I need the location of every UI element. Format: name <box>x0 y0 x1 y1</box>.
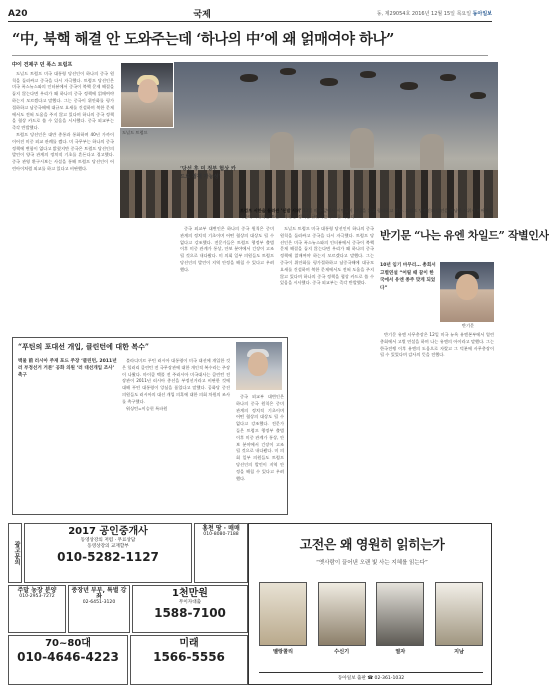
book-ad[interactable] <box>248 523 492 685</box>
lead-body-continued: 트럼프 당선인은 대만 총통과 통화하며 40년 가까이 이어진 미중 외교 관례를 깼다. 미 국무부는 하나의 중국 정책에 변함이 없다고 밝혔지만 중국은 트럼프 당선인의 발언이 양국 관계의 정치적 기초를 흔든다고 경고했다. 중국 관영 환구시보는 사설을 통해 트럼프 당선인이 어린아이처럼 외교를 하고 있다고 비판했다. <box>12 131 114 171</box>
book-cover <box>318 582 366 646</box>
ad-couple-lecture[interactable] <box>68 585 130 633</box>
caption-title: 트럼프 서한을 둘러싼 ‘신발 시위’ <box>240 208 302 213</box>
face-shape <box>138 79 158 103</box>
page-number: A20 <box>8 8 28 19</box>
protester-figure <box>270 132 294 172</box>
ad-lecture-phone: 02-6451-3120 <box>82 600 116 605</box>
shoe-shape <box>440 74 456 81</box>
mcfaul-photo <box>236 342 282 390</box>
main-photo-caption <box>240 208 498 219</box>
caption-body: 13일 미국 앞에서 시민들이 신발을 들고 항의하고 있다. 트럼프 당선인의 발언을 겨냥한 시위가 이어지는 가운데 시위대는 트럼프의 중동 정책을 규탄하는 구호를 외쳤다. <box>240 208 493 219</box>
main-headline: “中, 북핵 해결 안 도와주는데 ‘하나의 中’에 왜 얽매여야 하나” <box>12 31 394 48</box>
shoe-shape <box>240 74 258 82</box>
lead-article <box>12 62 114 330</box>
ad-land-title: 홍천 땅 · 매매 <box>202 525 240 532</box>
book-covers <box>259 582 483 646</box>
book-ad-subtitle: “옛사람이 끌어낸 오랜 빛 사는 지혜를 읽는다” <box>316 560 428 566</box>
dateline: 동, 제29054호 2016년 12월 15일 목요일 동아일보 <box>376 11 492 17</box>
book-label: 지남 <box>453 649 464 655</box>
shoe-shape <box>320 78 338 86</box>
ad-farm-phone: 010-2953-7272 <box>19 594 55 599</box>
ad-senior-phone: 010-4646-4223 <box>17 650 119 664</box>
pull-quote: ‘당선 후 미 정부 협상 카드로 정책 가능성’ <box>180 166 236 180</box>
ad-lecture-title: 중장년 부부, 특별 강좌 <box>71 587 127 600</box>
ad-land-sale[interactable] <box>194 523 248 583</box>
second-column-body: 도널드 트럼프 미국 대통령 당선인이 하나의 중국 원칙을 둘러싸고 중국을 다시 자극했다. 트럼프 당선인은 미국 폭스뉴스와의 인터뷰에서 중국이 북핵 문제 해결을 돕지 않는다면 우리가 왜 하나의 중국 정책에 얽매여야 하는지 모르겠다고 말했다. 그는 중국이 위안화를 평가절하하고 남중국해에 대규모 요새를 건설하며 북한 문제에서도 전혀 도움을 주지 않고 있다며 하나의 중국 정책을 협상 카드로 쓸 수 있음을 시사했다. 중국 외교부는 즉각 반발했다. <box>280 226 374 286</box>
face-shape <box>456 274 478 300</box>
section-name: 국제 <box>193 10 211 20</box>
putin-body-continued: 중국 외교부 대변인은 하나의 중국 원칙은 중미 관계의 정치적 기초이며 어떤 협상의 대상도 될 수 없다고 강조했다. 전문가들은 트럼프 행정부 출범 이후 미중 관계가 통상, 안보 분야에서 긴장이 고조될 것으로 내다봤다. 미 의회 일부 의원들도 트럼프 당선인의 발언이 지역 안정을 해칠 수 있다고 우려했다. <box>236 394 284 481</box>
ad-mirae[interactable] <box>130 635 248 685</box>
ad-senior-title: 70~80대 <box>45 638 91 649</box>
putin-article-continued <box>236 394 284 508</box>
book-label: 멜랑콜리 <box>272 649 294 655</box>
book-cover <box>259 582 307 646</box>
ad-weekend-farm[interactable] <box>8 585 66 633</box>
putin-subheadline: 백물 前 러시아 주재 포드 주장 ‘클린턴, 2011년 러 부정선거 거론’ 공화 의원 ‘러 대선개입 조사’ 촉구 <box>18 359 117 378</box>
book-label: 수신기 <box>334 649 350 655</box>
book-cover <box>435 582 483 646</box>
ad-realtor-title: 2017 공인중개사 <box>68 526 148 537</box>
ad-realtor-phone: 010-5282-1127 <box>57 550 159 564</box>
ad-loan-title: 1천만원 <box>172 588 208 599</box>
trump-photo-caption: 도널드 트럼프 <box>122 130 148 135</box>
page-header <box>8 6 492 22</box>
putin-body: 블라디미르 푸틴 러시아 대통령이 미국 대선에 개입한 것은 힐러리 클린턴 전 국무장관에 대한 개인적 복수라는 주장이 나왔다. 마이클 맥폴 전 주러시아 미국대사는 클린턴 전 장관이 2011년 러시아 총선을 부정선거라고 비판한 것에 대해 푸틴 대통령이 앙심을 품었다고 말했다. 공화당 중진 의원들도 러시아의 대선 개입 의혹에 대한 의회 차원의 조사를 촉구했다. <box>122 358 230 404</box>
ad-senior[interactable] <box>8 635 128 685</box>
ad-inquiry-label: 광고문의 <box>8 523 22 583</box>
ad-realtor-course[interactable] <box>24 523 192 583</box>
trump-photo <box>120 62 174 128</box>
ban-photo <box>440 262 494 322</box>
book-labels <box>259 648 483 655</box>
protester-figure <box>420 134 444 174</box>
book-ad-title: 고전은 왜 영원히 읽히는가 <box>299 538 445 553</box>
ban-article <box>380 332 494 516</box>
third-article <box>180 226 274 330</box>
ad-loan[interactable] <box>132 585 248 633</box>
putin-byline: 워싱턴=이승헌 특파원 <box>126 405 168 411</box>
second-column <box>280 226 374 330</box>
third-body: 중국 외교부 대변인은 하나의 중국 원칙은 중미 관계의 정치적 기초이며 어떤 협상의 대상도 될 수 없다고 강조했다. 전문가들은 트럼프 행정부 출범 이후 미중 관계가 통상, 안보 분야에서 긴장이 고조될 것으로 내다봤다. 미 의회 일부 의원들도 트럼프 당선인의 발언이 지역 안정을 해칠 수 있다고 우려했다. <box>180 226 274 272</box>
shoe-shape <box>470 92 486 99</box>
book-ad-footer: 동아일보 출판 ☎ 02-361-1032 <box>259 672 483 681</box>
putin-headline: “푸틴의 포대선 개입, 클린턴에 대한 복수” <box>18 342 149 351</box>
shoe-shape <box>280 68 296 75</box>
book-cover <box>376 582 424 646</box>
masthead: 동아일보 <box>472 11 492 17</box>
ban-subheadline: 10년 임기 마무리… 총회서 고별연설 “어릴 때 꿈이 한국에서 유엔 종주 맞게 되었다” <box>380 263 436 291</box>
ad-mirae-phone: 1566-5556 <box>153 650 225 664</box>
shoe-shape <box>400 82 418 90</box>
protester-figure <box>350 128 374 168</box>
ad-land-phone: 010-8080-7188 <box>203 532 239 537</box>
ban-headline: 반기문 “나는 유엔 차일드” 작별인사 <box>380 229 549 242</box>
main-photo <box>120 62 498 218</box>
face-shape <box>248 352 268 376</box>
shoe-shape <box>360 71 376 78</box>
ad-loan-phone: 1588-7100 <box>154 606 226 620</box>
book-label: 열자 <box>395 649 406 655</box>
ban-photo-caption: 반기문 <box>461 323 475 328</box>
ad-farm-title: 주말 농장 분양 <box>17 587 57 594</box>
ad-realtor-line: 동영상강의 교재할부 <box>87 544 129 549</box>
ad-mirae-title: 미래 <box>179 638 199 649</box>
ban-body: 반기문 유엔 사무총장은 12일 미국 뉴욕 유엔본부에서 열린 총회에서 고별 연설을 하며 나는 유엔의 아이라고 말했다. 그는 한국전쟁 이후 유엔의 도움으로 자랐고 그 덕분에 사무총장이 될 수 있었다며 감사의 뜻을 전했다. <box>380 332 494 358</box>
putin-article <box>122 358 230 508</box>
ad-realtor-line: 동영상강의 저렴 · 무료상담 <box>80 538 136 543</box>
lead-body: 도널드 트럼프 미국 대통령 당선인이 하나의 중국 원칙을 둘러싸고 중국을 다시 자극했다. 트럼프 당선인은 미국 폭스뉴스와의 인터뷰에서 중국이 북핵 문제 해결을 돕지 않는다면 우리가 왜 하나의 중국 정책에 얽매여야 하는지 모르겠다고 말했다. 그는 중국이 위안화를 평가절하하고 남중국해에 대규모 요새를 건설하며 북한 문제에서도 전혀 도움을 주지 않고 있다며 하나의 중국 정책을 협상 카드로 쓸 수 있음을 시사했다. 중국 외교부는 즉각 반발했다. <box>12 70 114 131</box>
headline-divider <box>12 55 488 56</box>
lead-kicker: 中이 견제구 던 폭스 트럼프 <box>12 62 73 68</box>
ad-loan-line: 무이자대출 <box>178 600 202 605</box>
